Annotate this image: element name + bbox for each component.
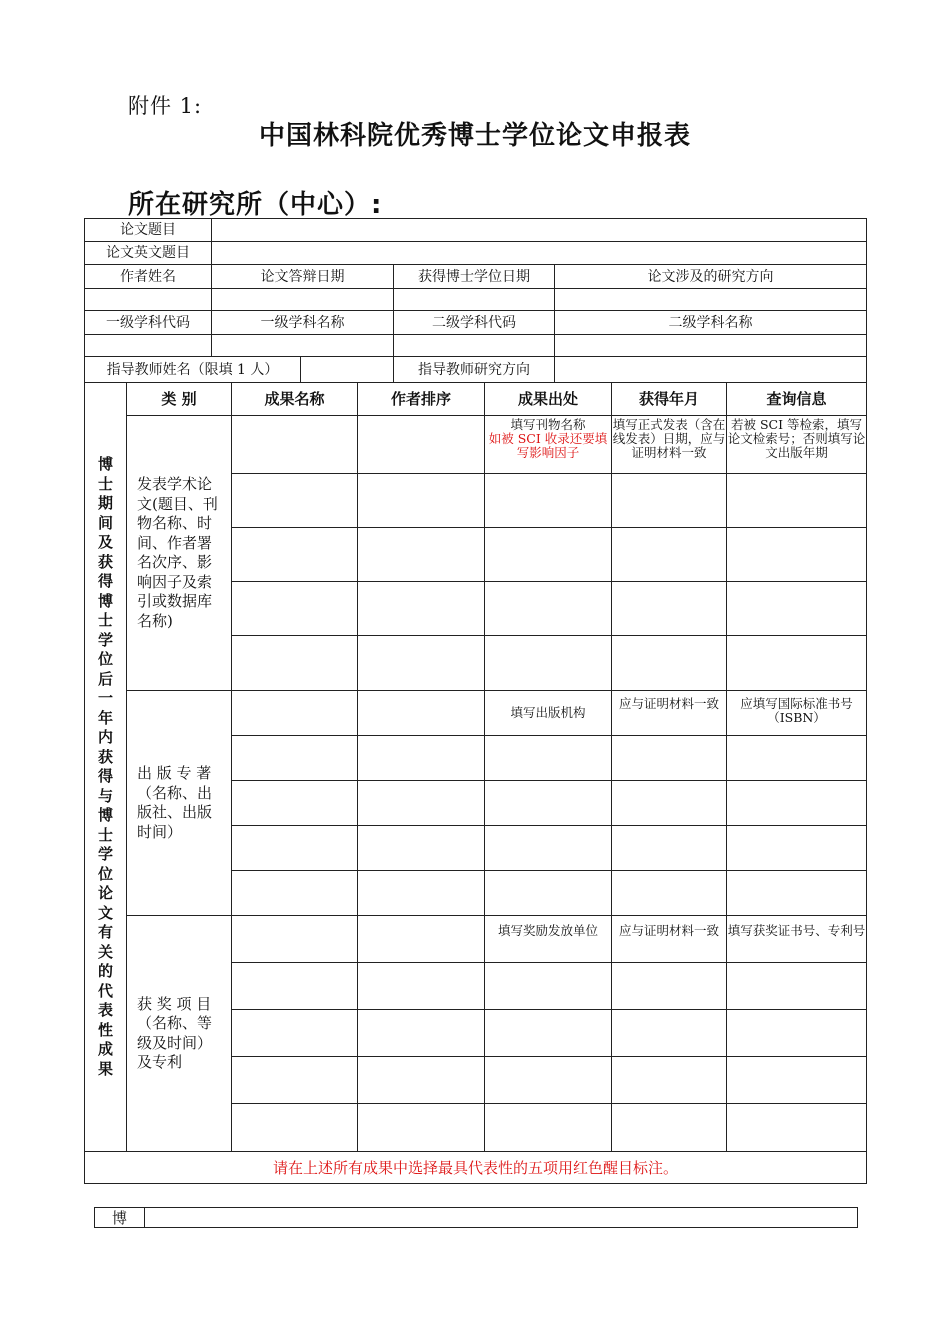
- supervisor-name-label: 指导教师姓名（限填 1 人）: [85, 357, 301, 383]
- book-source-cell[interactable]: [485, 736, 612, 781]
- book-author-cell[interactable]: [358, 781, 485, 826]
- author-name-value[interactable]: [85, 289, 212, 311]
- book-name-cell[interactable]: [232, 871, 358, 916]
- award-query-cell[interactable]: [727, 1057, 867, 1104]
- book-query-cell[interactable]: [727, 826, 867, 871]
- award-date-hint[interactable]: 应与证明材料一致: [612, 916, 727, 963]
- research-direction-value[interactable]: [555, 289, 867, 311]
- award-name-cell[interactable]: [232, 1057, 358, 1104]
- award-date-cell[interactable]: [612, 1057, 727, 1104]
- award-name-cell[interactable]: [232, 1104, 358, 1152]
- award-source-cell[interactable]: [485, 1057, 612, 1104]
- paper-author-cell[interactable]: [358, 528, 485, 582]
- book-date-cell[interactable]: [612, 736, 727, 781]
- paper-query-cell[interactable]: [727, 636, 867, 691]
- award-date-cell[interactable]: [612, 1010, 727, 1057]
- attachment-label: 附件 1:: [128, 94, 203, 118]
- degree-date-value[interactable]: [394, 289, 555, 311]
- award-name-cell[interactable]: [232, 963, 358, 1010]
- book-name-cell[interactable]: [232, 826, 358, 871]
- paper-date-cell[interactable]: [612, 636, 727, 691]
- award-query-cell[interactable]: [727, 963, 867, 1010]
- research-direction-label: 论文涉及的研究方向: [555, 265, 867, 289]
- book-name-cell[interactable]: [232, 691, 358, 736]
- award-author-cell[interactable]: [358, 1104, 485, 1152]
- book-date-cell[interactable]: [612, 781, 727, 826]
- representative-note: 请在上述所有成果中选择最具代表性的五项用红色醒目标注。: [85, 1152, 867, 1184]
- book-query-cell[interactable]: [727, 871, 867, 916]
- paper-author-cell[interactable]: [358, 416, 485, 474]
- supervisor-direction-label: 指导教师研究方向: [394, 357, 555, 383]
- paper-query-cell[interactable]: [727, 474, 867, 528]
- book-source-cell[interactable]: [485, 781, 612, 826]
- paper-source-hint-text: 填写刊物名称: [510, 417, 586, 432]
- header-name: 成果名称: [232, 383, 358, 416]
- side-label-text: 博士期间及获得博士学位后一年内获得与博士学位论文有关的代表性成果: [97, 455, 113, 1078]
- secondary-code-label: 二级学科代码: [394, 311, 555, 335]
- paper-source-hint[interactable]: [485, 416, 612, 474]
- paper-date-hint[interactable]: 填写正式发表（含在线发表）日期，应与证明材料一致: [612, 416, 727, 474]
- paper-query-cell[interactable]: [727, 582, 867, 636]
- book-query-cell[interactable]: [727, 781, 867, 826]
- book-source-cell[interactable]: [485, 871, 612, 916]
- info-table: [84, 218, 867, 383]
- paper-name-cell[interactable]: [232, 528, 358, 582]
- paper-name-cell[interactable]: [232, 582, 358, 636]
- defense-date-label: 论文答辩日期: [212, 265, 394, 289]
- paper-author-cell[interactable]: [358, 582, 485, 636]
- author-name-label: 作者姓名: [85, 265, 212, 289]
- book-date-cell[interactable]: [612, 826, 727, 871]
- award-name-cell[interactable]: [232, 1010, 358, 1057]
- degree-date-label: 获得博士学位日期: [394, 265, 555, 289]
- award-author-cell[interactable]: [358, 1010, 485, 1057]
- award-author-cell[interactable]: [358, 1057, 485, 1104]
- award-name-cell[interactable]: [232, 916, 358, 963]
- book-author-cell[interactable]: [358, 826, 485, 871]
- paper-author-cell[interactable]: [358, 474, 485, 528]
- paper-name-cell[interactable]: [232, 416, 358, 474]
- primary-code-value[interactable]: [85, 335, 212, 357]
- header-author-order: 作者排序: [358, 383, 485, 416]
- book-query-cell[interactable]: [727, 736, 867, 781]
- award-source-cell[interactable]: [485, 1010, 612, 1057]
- achievements-side-label: [85, 383, 127, 1152]
- paper-name-cell[interactable]: [232, 636, 358, 691]
- primary-code-label: 一级学科代码: [85, 311, 212, 335]
- award-query-cell[interactable]: [727, 1104, 867, 1152]
- thesis-title-en-value[interactable]: [212, 242, 867, 265]
- supervisor-direction-value[interactable]: [555, 357, 867, 383]
- award-query-cell[interactable]: [727, 1010, 867, 1057]
- award-source-hint[interactable]: 填写奖励发放单位: [485, 916, 612, 963]
- paper-source-cell[interactable]: [485, 636, 612, 691]
- paper-query-hint[interactable]: 若被 SCI 等检索，填写论文检索号；否则填写论文出版年期: [727, 416, 867, 474]
- paper-source-cell[interactable]: [485, 582, 612, 636]
- paper-query-cell[interactable]: [727, 528, 867, 582]
- footer-table: [94, 1207, 858, 1228]
- book-name-cell[interactable]: [232, 736, 358, 781]
- primary-name-label: 一级学科名称: [212, 311, 394, 335]
- secondary-code-value[interactable]: [394, 335, 555, 357]
- book-author-cell[interactable]: [358, 871, 485, 916]
- page-title: 中国林科院优秀博士学位论文申报表: [258, 121, 691, 151]
- book-date-hint[interactable]: 应与证明材料一致: [612, 691, 727, 736]
- paper-name-cell[interactable]: [232, 474, 358, 528]
- paper-source-hint-red: 如被 SCI 收录还要填写影响因子: [488, 431, 608, 460]
- paper-date-cell[interactable]: [612, 474, 727, 528]
- paper-date-cell[interactable]: [612, 528, 727, 582]
- book-source-hint[interactable]: 填写出版机构: [485, 691, 612, 736]
- book-name-cell[interactable]: [232, 781, 358, 826]
- category-awards: 获 奖 项 目（名称、等级及时间）及专利: [127, 916, 232, 1152]
- category-books: 出 版 专 著（名称、出版社、出版时间）: [127, 691, 232, 916]
- thesis-title-en-label: 论文英文题目: [85, 242, 212, 265]
- secondary-name-value[interactable]: [555, 335, 867, 357]
- book-source-cell[interactable]: [485, 826, 612, 871]
- award-date-cell[interactable]: [612, 1104, 727, 1152]
- award-source-cell[interactable]: [485, 1104, 612, 1152]
- award-date-cell[interactable]: [612, 963, 727, 1010]
- book-query-hint[interactable]: 应填写国际标准书号（ISBN）: [727, 691, 867, 736]
- footer-value[interactable]: [145, 1208, 858, 1228]
- paper-date-cell[interactable]: [612, 582, 727, 636]
- book-date-cell[interactable]: [612, 871, 727, 916]
- institute-label: 所在研究所（中心）:: [128, 190, 383, 220]
- header-source: 成果出处: [485, 383, 612, 416]
- book-author-cell[interactable]: [358, 691, 485, 736]
- book-author-cell[interactable]: [358, 736, 485, 781]
- achievements-table: [84, 382, 867, 1184]
- thesis-title-value[interactable]: [212, 219, 867, 242]
- award-author-cell[interactable]: [358, 916, 485, 963]
- thesis-title-label: 论文题目: [85, 219, 212, 242]
- award-author-cell[interactable]: [358, 963, 485, 1010]
- primary-name-value[interactable]: [212, 335, 394, 357]
- header-query: 查询信息: [727, 383, 867, 416]
- header-date: 获得年月: [612, 383, 727, 416]
- paper-author-cell[interactable]: [358, 636, 485, 691]
- secondary-name-label: 二级学科名称: [555, 311, 867, 335]
- header-category: 类 别: [127, 383, 232, 416]
- paper-source-cell[interactable]: [485, 528, 612, 582]
- supervisor-name-value[interactable]: [301, 357, 394, 383]
- award-query-hint[interactable]: 填写获奖证书号、专利号: [727, 916, 867, 963]
- award-source-cell[interactable]: [485, 963, 612, 1010]
- paper-source-cell[interactable]: [485, 474, 612, 528]
- category-papers: 发表学术论文(题目、刊物名称、时间、作者署名次序、影响因子及索引或数据库名称): [127, 416, 232, 691]
- footer-label: 博: [95, 1208, 145, 1228]
- defense-date-value[interactable]: [212, 289, 394, 311]
